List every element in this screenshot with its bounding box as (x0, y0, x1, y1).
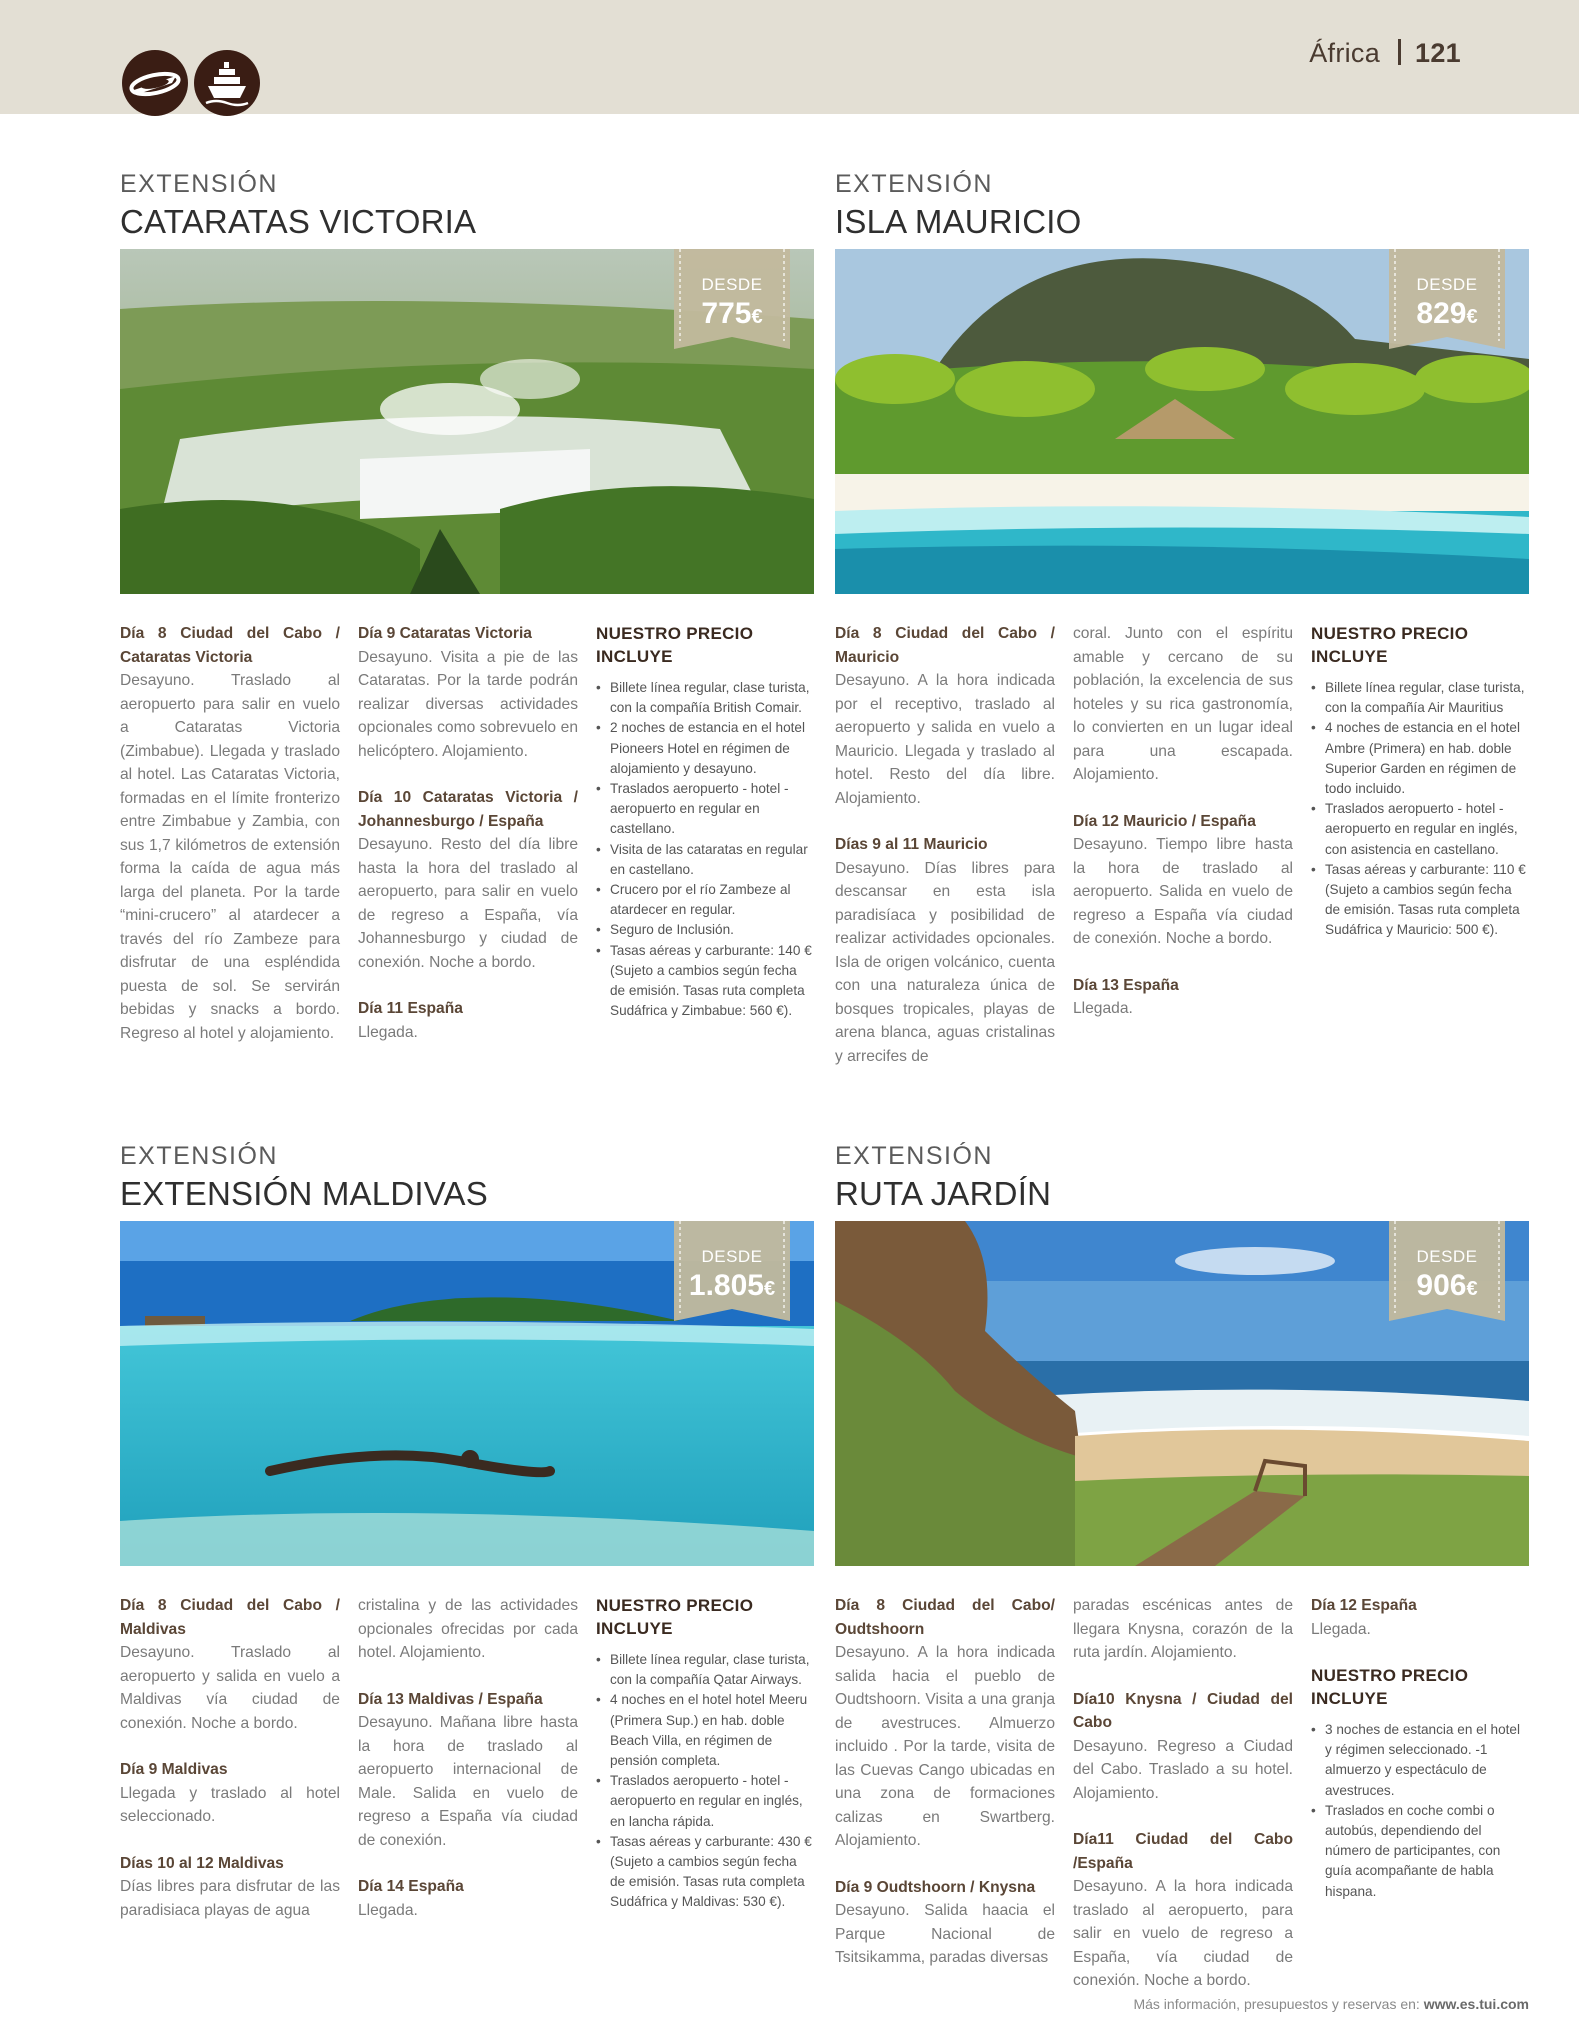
itinerary-text: cristalina y de las actividades opcionales ofrecidas por cada hotel. Alojamiento. (358, 1597, 578, 1661)
page-region (1309, 38, 1461, 69)
itinerary-day: Día 9 Cataratas Victoria Desayuno. Visita a pie de las Cataratas. Por la tarde podrán realizar diversas actividades opcionales como sobrevuelo en helicóptero. Alojamiento. (358, 625, 578, 760)
includes-item: • Tasas aéreas y carburante: 110 € (Sujeto a cambios según fecha de emisión. Tasas ruta completa Sudáfrica y Mauricio: 500 €). (1311, 860, 1529, 941)
section-kicker: EXTENSIÓN (120, 1142, 278, 1170)
section-title: RUTA JARDÍN (835, 1175, 1052, 1212)
itinerary-day: Días 10 al 12 Maldivas Días libres para disfrutar de las paradisiaca playas de agua (120, 1854, 340, 1919)
itinerary-column-2 (358, 622, 578, 1044)
itinerary-day: Día 12 Mauricio / España Desayuno. Tiempo libre hasta la hora de traslado al aeropuerto. Salida en vuelo de regreso a España vía ciudad de conexión. Noche a bordo. (1073, 812, 1293, 947)
section-garden-route (835, 1142, 1529, 1989)
itinerary-text: paradas escénicas antes de llegara Knysna, corazón de la ruta jardín. Alojamiento. (1073, 1597, 1293, 1661)
itinerary-day: Día 9 Maldivas Llegada y traslado al hotel seleccionado. (120, 1761, 340, 1825)
itinerary-day: Día 14 España Llegada. (358, 1878, 464, 1919)
includes-item: • Traslados en coche combi o autobús, dependiendo del número de participantes, con guía acompañante de habla hispana. (1311, 1801, 1529, 1902)
includes-item: • Traslados aeropuerto - hotel - aeropuerto en regular en inglés, con asistencia en castellano. (1311, 799, 1529, 860)
section-photo-maldives (120, 1221, 814, 1566)
itinerary-day: Día 12 España Llegada. (1311, 1597, 1417, 1638)
itinerary-column-1 (120, 622, 340, 1045)
section-kicker: EXTENSIÓN (835, 170, 993, 198)
itinerary-day: Día 11 España Llegada. (358, 1000, 463, 1041)
cruise-ship-icon (194, 50, 260, 116)
includes-item: • Tasas aéreas y carburante: 430 € (Sujeto a cambios según fecha de emisión. Tasas ruta completa Sudáfrica y Maldivas: 530 €). (596, 1832, 814, 1913)
footer-text: Más información, presupuestos y reservas en: (1133, 1996, 1420, 2012)
includes-item: • Tasas aéreas y carburante: 140 € (Sujeto a cambios según fecha de emisión. Tasas ruta completa Sudáfrica y Zimbabue: 560 €). (596, 941, 814, 1022)
price-amount (674, 297, 790, 331)
includes-item: • 2 noches de estancia en el hotel Pioneers Hotel en régimen de alojamiento y desayuno. (596, 718, 814, 779)
price-tag (1389, 249, 1505, 361)
itinerary-day: Día 13 España Llegada. (1073, 976, 1179, 1017)
includes-item: • Crucero por el río Zambeze al atardecer en regular. (596, 880, 814, 920)
price-tag (674, 1221, 790, 1333)
includes-column (596, 622, 814, 1021)
itinerary-text: coral. Junto con el espíritu amable y cercano de su población, la excelencia de sus hoteles y su rica gastronomía, lo convierten en un lugar ideal para una escapada. Alojamiento. (1073, 625, 1293, 783)
itinerary-column-1 (120, 1594, 340, 1922)
section-title: ISLA MAURICIO (835, 203, 1082, 240)
price-tag (674, 249, 790, 361)
plane-icon (122, 50, 188, 116)
section-kicker: EXTENSIÓN (120, 170, 278, 198)
includes-title: NUESTRO PRECIO INCLUYE (596, 1596, 754, 1638)
region-name: África (1309, 38, 1381, 68)
header-divider (1398, 39, 1401, 65)
price-currency: € (1466, 1278, 1478, 1300)
includes-column (1311, 622, 1529, 941)
includes-item: • Seguro de Inclusión. (596, 920, 814, 940)
price-tag (1389, 1221, 1505, 1333)
itinerary-day: Día 9 Oudtshoorn / Knysna Desayuno. Salida haacia el Parque Nacional de Tsitsikamma, paradas diversas (835, 1878, 1055, 1966)
itinerary-day: Día 8 Ciudad del Cabo/ Oudtshoorn Desayuno. A la hora indicada salida hacia el pueblo de Oudtshoorn. Visita a una granja de avestruces. Almuerzo incluido . Por la tarde, visita de las Cuevas Cango ubicadas en una zona de formaciones calizas en Swartberg. Alojamiento. (835, 1597, 1055, 1849)
price-value: 1.805 (688, 1269, 764, 1302)
itinerary-day: Día10 Knysna / Ciudad del Cabo Desayuno. Regreso a Ciudad del Cabo. Traslado a su hotel. Alojamiento. (1073, 1690, 1293, 1802)
footer-link[interactable]: www.es.tui.com (1423, 1996, 1529, 2012)
includes-item: • Traslados aeropuerto - hotel - aeropuerto en regular en castellano. (596, 779, 814, 840)
includes-list (596, 1650, 814, 1913)
includes-item: • 4 noches de estancia en el hotel Ambre (Primera) en hab. doble Superior Garden en régimen de todo incluido. (1311, 718, 1529, 799)
itinerary-day: Días 9 al 11 Mauricio Desayuno. Días libres para descansar en esta isla paradisíaca y posibilidad de realizar actividades opcionales. Isla de origen volcánico, cuenta con una naturaleza única de bosques tropicales, playas de arena blanca, aguas cristalinas y arrecifes de (835, 836, 1055, 1065)
includes-item: • Visita de las cataratas en regular en castellano. (596, 840, 814, 880)
price-value: 775 (701, 297, 752, 330)
price-value: 829 (1416, 297, 1467, 330)
price-label: DESDE (1416, 275, 1478, 294)
page-header (0, 0, 1579, 114)
itinerary-column-1 (835, 1594, 1055, 1970)
section-maldives (120, 1142, 814, 1972)
includes-title: NUESTRO PRECIO INCLUYE (1311, 624, 1469, 666)
page-footer (1133, 1996, 1529, 2012)
includes-item: • 3 noches de estancia en el hotel y régimen seleccionado. -1 almuerzo y espectáculo de avestruces. (1311, 1720, 1529, 1801)
includes-list (596, 678, 814, 1021)
includes-item: • 4 noches en el hotel hotel Meeru (Primera Sup.) en hab. doble Beach Villa, en régimen de pensión completa. (596, 1690, 814, 1771)
includes-title: NUESTRO PRECIO INCLUYE (1311, 1666, 1469, 1708)
section-title: CATARATAS VICTORIA (120, 203, 477, 240)
price-currency: € (763, 1278, 776, 1300)
section-title: EXTENSIÓN MALDIVAS (120, 1175, 488, 1212)
section-photo-garden-route (835, 1221, 1529, 1566)
itinerary-column-1 (835, 622, 1055, 1068)
includes-list (1311, 1720, 1529, 1902)
price-currency: € (1466, 306, 1478, 328)
price-amount (674, 1269, 790, 1303)
itinerary-day: Día11 Ciudad del Cabo /España Desayuno. A la hora indicada traslado al aeropuerto, para salir en vuelo de regreso a España, vía ciudad de conexión. Noche a bordo. (1073, 1831, 1293, 1989)
price-value: 906 (1416, 1269, 1467, 1302)
includes-column (596, 1594, 814, 1913)
itinerary-day: Día 8 Ciudad del Cabo / Mauricio Desayuno. A la hora indicada por el receptivo, traslado al aeropuerto y salida en vuelo a Mauricio. Llegada y traslado al hotel. Resto del día libre. Alojamiento. (835, 625, 1055, 807)
itinerary-day: Día 13 Maldivas / España Desayuno. Mañana libre hasta la hora de traslado al aeropuerto internacional de Male. Salida en vuelo de regreso a España vía ciudad de conexión. (358, 1690, 578, 1849)
price-label: DESDE (701, 1247, 763, 1266)
includes-column (1311, 1594, 1529, 1902)
section-photo-mauritius (835, 249, 1529, 594)
section-mauritius (835, 170, 1529, 1090)
itinerary-day: Día 8 Ciudad del Cabo / Maldivas Desayuno. Traslado al aeropuerto y salida en vuelo a Maldivas vía ciudad de conexión. Noche a bordo. (120, 1597, 340, 1732)
price-currency: € (751, 306, 763, 328)
section-victoria-falls (120, 170, 814, 1090)
price-amount (1389, 297, 1505, 331)
itinerary-day: Día 8 Ciudad del Cabo / Cataratas Victoria Desayuno. Traslado al aeropuerto para salir en vuelo a Cataratas Victoria (Zimbabue). Llegada y traslado al hotel. Las Cataratas Victoria, formadas en el límite fronterizo entre Zimbabue y Zambia, con sus 1,7 kilómetros de extensión forma la caída de agua más larga del planeta. Por la tarde “mini-crucero” al atardecer a través del río Zambeze para disfrutar de una espléndida puesta de sol. Se servirán bebidas y snacks a bordo. Regreso al hotel y alojamiento. (120, 625, 340, 1042)
itinerary-column-2 (1073, 1594, 1293, 1993)
price-label: DESDE (701, 275, 763, 294)
itinerary-column-2 (1073, 622, 1293, 1021)
price-amount (1389, 1269, 1505, 1303)
itinerary-day: Día 10 Cataratas Victoria / Johannesburgo / España Desayuno. Resto del día libre hasta la hora del traslado al aeropuerto, para salir en vuelo de regreso a España, vía Johannesburgo y ciudad de conexión. Noche a bordo. (358, 789, 578, 971)
includes-item: • Traslados aeropuerto - hotel - aeropuerto en regular en inglés, en lancha rápida. (596, 1771, 814, 1832)
section-photo-victoria-falls (120, 249, 814, 594)
price-label: DESDE (1416, 1247, 1478, 1266)
includes-item: • Billete línea regular, clase turista, con la compañía Qatar Airways. (596, 1650, 814, 1690)
page-number: 121 (1415, 38, 1461, 68)
section-kicker: EXTENSIÓN (835, 1142, 993, 1170)
includes-list (1311, 678, 1529, 941)
includes-item: • Billete línea regular, clase turista, con la compañía British Comair. (596, 678, 814, 718)
includes-item: • Billete línea regular, clase turista, con la compañía Air Mauritius (1311, 678, 1529, 718)
includes-title: NUESTRO PRECIO INCLUYE (596, 624, 754, 666)
itinerary-column-2 (358, 1594, 578, 1922)
